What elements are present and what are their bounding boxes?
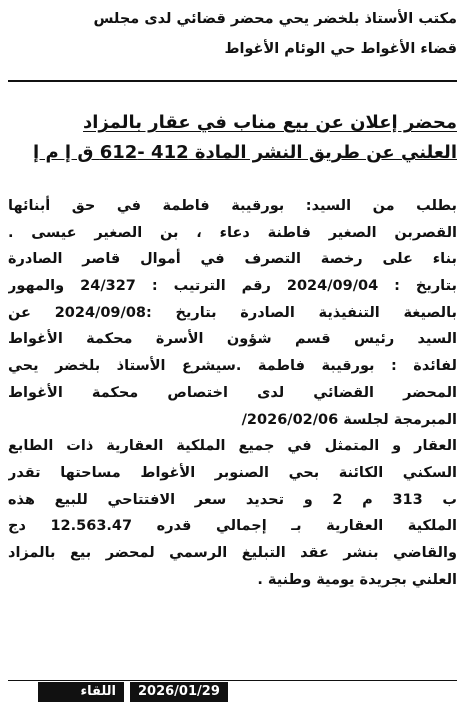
header-line-1: مكتب الأستاذ بلخضر يحي محضر قضائي لدى مجلس: [93, 11, 457, 27]
header-line-2: قضاء الأغواط حي الوئام الأغواط: [224, 41, 457, 57]
title-line-2-text: العلني عن طريق النشر المادة: [188, 142, 457, 163]
body-line: بالصيغة التنفيذية الصادرة بتاريخ :2024/09/08 عن: [8, 304, 457, 321]
title-line-2: [8, 138, 457, 168]
announcement-body: [8, 193, 457, 593]
office-header: [8, 4, 457, 76]
publication-footer: [38, 682, 228, 702]
body-line: بناء على رخصة التصرف في أموال قاصر الصادرة: [8, 251, 457, 268]
publication-date: 2026/01/29: [130, 682, 228, 702]
body-line: المبرمجة لجلسة 2026/02/06/: [241, 411, 457, 428]
body-line: المحضر القضائي لدى اختصاص محكمة الأغواط: [8, 384, 457, 401]
body-line: ب 313 م 2 و تحديد سعر الافتتاحي للبيع هذه: [8, 491, 457, 508]
body-line: القصربن الصغير فاطنة دعاء ، بن الصغير عيسى .: [8, 224, 457, 241]
body-line: بطلب من السيد: بورقيبة فاطمة في حق أبنائها: [8, 198, 457, 214]
body-line: السيد رئيس قسم شؤون الأسرة محكمة الأغواط: [8, 331, 457, 348]
title-line-1: محضر إعلان عن بيع مناب في عقار بالمزاد: [83, 112, 457, 133]
header-divider: [8, 80, 457, 82]
body-line: العلني بجريدة يومية وطنية .: [257, 571, 457, 588]
body-line: بتاريخ : 2024/09/04 رقم الترتيب : 24/327 والمهور: [8, 278, 457, 295]
legal-article-ref: 412 -612 ق إ م إ: [33, 142, 189, 163]
body-line: والقاضي بنشر عقد التبليغ الرسمي لمحضر بيع بالمزاد: [8, 544, 457, 561]
announcement-title: [8, 108, 457, 168]
body-line: السكني الكائنة بحي الصنوبر الأغواط مساحتها تقدر: [8, 464, 457, 481]
body-line: الملكية العقارية بـ إجمالي قدره 12.563.47 دج: [8, 518, 457, 535]
body-line: العقار و المتمثل في جميع الملكية العقارية ذات الطابع: [8, 438, 457, 455]
footer-divider: [8, 680, 457, 681]
body-line: لفائدة : بورقيبة فاطمة .سيشرع الأستاذ بلخضر يحي: [8, 358, 457, 375]
newspaper-name: اللقاء: [38, 682, 124, 702]
